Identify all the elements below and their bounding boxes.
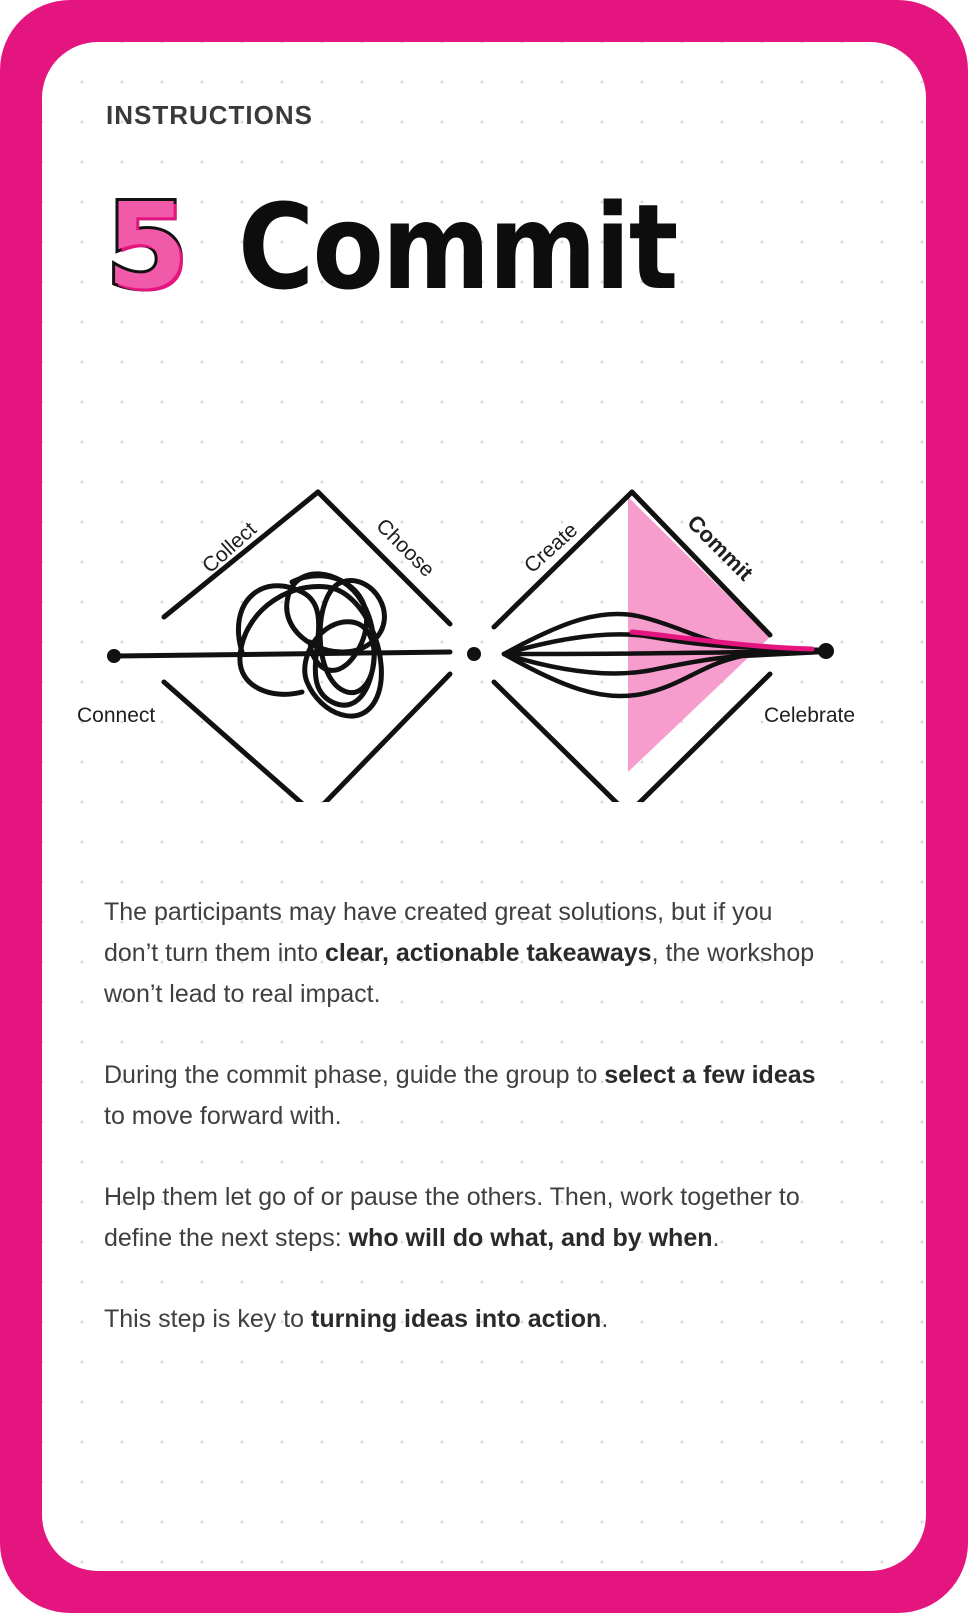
label-create: Create <box>519 518 583 578</box>
tangle-scribble <box>114 574 450 716</box>
paragraph-3: Help them let go of or pause the others. Then, work together to define the next steps: who will do what, and by when. <box>104 1183 800 1252</box>
paragraph-4: This step is key to turning ideas into action. <box>104 1305 609 1333</box>
center-dot <box>467 647 481 661</box>
double-diamond-diagram <box>42 442 926 802</box>
connect-start-dot <box>107 649 121 663</box>
diamond2-bottom-left-edge <box>494 682 628 802</box>
label-choose: Choose <box>371 514 439 582</box>
diamond1-bottom-left-edge <box>164 682 314 802</box>
double-diamond-svg <box>42 442 926 802</box>
paragraph-2: During the commit phase, guide the group to select a few ideas to move forward with. <box>104 1061 816 1130</box>
celebrate-end-dot <box>818 643 834 659</box>
section-eyebrow: INSTRUCTIONS <box>106 100 313 130</box>
diamond1-bottom-right-edge <box>314 674 450 802</box>
label-collect: Collect <box>197 517 262 578</box>
label-commit: Commit <box>682 509 759 586</box>
instructions-body <box>104 892 824 1380</box>
label-celebrate: Celebrate <box>764 704 856 727</box>
instruction-card <box>42 42 926 1571</box>
paragraph-1: The participants may have created great solutions, but if you don’t turn them into clear, actionable takeaways, the workshop won’t lead to real impact. <box>104 898 815 1008</box>
step-number: 5 <box>106 177 189 315</box>
step-title: Commit <box>238 178 677 316</box>
diamond2-top-left-edge <box>494 492 632 627</box>
diamond1-top-left-edge <box>164 492 318 617</box>
title-row <box>102 172 862 332</box>
label-connect: Connect <box>77 704 156 727</box>
